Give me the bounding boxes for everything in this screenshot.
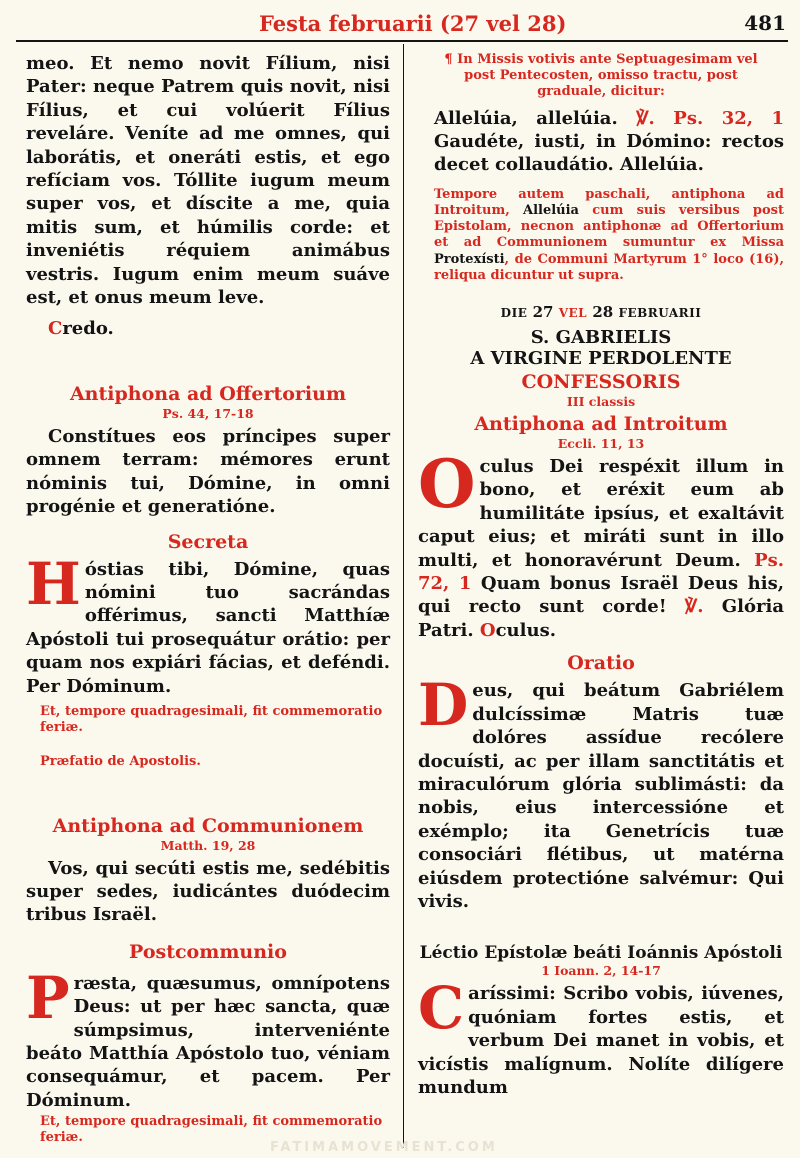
oratio-heading: Oratio (567, 652, 635, 675)
feast-day1: 27 (532, 303, 554, 322)
paschal-rubric (418, 187, 784, 284)
gospel-continuation: meo. Et nemo novit Fílium, nisi Pater: neque Patrem quis novit, nisi Fílius, et cui volúerit Fílius reveláre. Veníte ad me omnes, qui laborátis, et oneráti estis, et ego refíciam vos. Tóllite iugum meum super vos, et díscite a me, quia mitis sum, et húmilis corde: et inveniétis réquiem animábus vestris. Iugum enim meum suáve est, et onus meum leve. (26, 53, 390, 309)
introit-body: culus Dei respéxit illum in bono, et eréxit eum ab humilitáte ipsíus, et exaltávit caput eius; et miráti sunt in illo multi, et honoravérunt Deum. (418, 456, 784, 571)
alleluia-verse (418, 107, 784, 177)
paschal-protexisti: Protexísti (434, 251, 505, 267)
introit-dropcap: O (418, 445, 476, 524)
secreta-rubric: Et, tempore quadragesimali, fit commemoratio feriæ. (40, 703, 383, 736)
postcommunion-rubric: Et, tempore quadragesimali, fit commemoratio feriæ. (40, 1114, 383, 1146)
page-header (0, 0, 800, 40)
alleluia-text: Gaudéte, iusti, in Dómino: rectos decet collaudátio. Allelúia. (434, 131, 784, 176)
secreta-text (26, 549, 390, 698)
feast-day2: 28 (592, 303, 614, 322)
saint-name-line1: S. GABRIELIS (530, 327, 672, 349)
credo (26, 317, 390, 340)
oratio-body: eus, qui beátum Gabriélem dulcíssimæ Matris tuæ dolóres assídue recólere docuísti, ac per illam sanctitátis et miraculórum glória sublimásti: da nobis, eius intercessióne et exémplo; ita Genetrícis tuæ consociári flétibus, ut matérna eiúsdem protectióne salvémur: Qui vivis. (418, 680, 784, 912)
lectio-body: aríssimi: Scribo vobis, iúvenes, quóniam fortes estis, et verbum Dei manet in vobis, et vicístis malígnum. Nolíte dilígere mundum (418, 983, 784, 1098)
oratio-text (418, 671, 784, 913)
feast-vel: VEL (558, 306, 588, 321)
feast-month: FEBRUARII (618, 306, 702, 321)
saint-rank: CONFESSORIS (521, 371, 681, 394)
lectio-text (418, 974, 784, 1099)
column-divider (403, 44, 404, 1148)
saint-name-line2: A VIRGINE PERDOLENTE (470, 348, 732, 370)
introit-psalm-text: Quam bonus Israël Deus his, qui recto sunt corde! (418, 573, 784, 618)
oratio-dropcap: D (418, 671, 469, 740)
communion-heading: Antiphona ad Communionem (52, 814, 364, 837)
paschal-rubric-part3: , de Communi Martyrum 1° loco (16), reliqua dicuntur ut supra. (434, 251, 784, 283)
introit-psalm-ref: Ps. 72, 1 (418, 549, 784, 595)
introit-reference: Eccli. 11, 13 (557, 436, 645, 452)
secreta-body: óstias tibi, Dómine, quas nómini tuo sacrándas offérimus, sancti Matthíæ Apóstoli tui prosequátur orátio: per quam nos expiári fácias, et deféndi. Per Dóminum. (26, 558, 390, 697)
postcommunion-heading: Postcommunio (129, 940, 287, 963)
communion-reference: Matth. 19, 28 (160, 837, 256, 853)
preface-rubric: Præfatio de Apostolis. (40, 754, 201, 770)
versicle-sign: ℣. (684, 596, 704, 618)
page-number: 481 (744, 11, 786, 35)
lectio-title: Léctio Epístolæ beáti Ioánnis Apóstoli (419, 943, 783, 964)
introit-heading: Antiphona ad Introitum (474, 413, 728, 436)
alleluia-intro: Allelúia, allelúia. (434, 107, 618, 129)
alleluia-reference: ℣. Ps. 32, 1 (636, 107, 784, 129)
lectio-dropcap: C (418, 974, 465, 1043)
credo-text: redo. (62, 318, 114, 340)
feast-date (418, 302, 784, 323)
postcommunion-body: ræsta, quæsumus, omnípotens Deus: ut per hæc sancta, quæ súmpsimus, interveniénte beáto Matthía Apóstolo tuo, véniam consequámur, et pacem. Per Dóminum. (26, 972, 390, 1111)
credo-initial: C (48, 318, 63, 340)
introit-text (418, 445, 784, 642)
running-title: Festa februarii (27 vel 28) (259, 11, 567, 36)
votive-rubric: ¶ In Missis votivis ante Septuagesimam vel post Pentecosten, omisso tractu, post graduale, dicitur: (444, 52, 758, 100)
feast-class: III classis (566, 394, 636, 410)
postcommunion-text (26, 963, 390, 1112)
paschal-rubric-part1: Tempore autem paschali, antiphona ad Introitum, (434, 186, 784, 219)
introit-repeat-initial: O (479, 619, 496, 641)
offertory-reference: Ps. 44, 17-18 (162, 405, 254, 421)
paschal-rubric-part2: cum suis versibus post Epistolam, necnon antiphonæ ad Offertorium et ad Communionem sumuntur ex Missa (434, 203, 784, 251)
introit-repeat-text: culus. (495, 619, 556, 641)
right-column (418, 52, 784, 1099)
offertory-text: Constítues eos príncipes super omnem terram: mémores erunt nóminis tui, Dómine, in omni progénie et generatióne. (26, 425, 390, 518)
lectio-reference: 1 Ioann. 2, 14-17 (541, 963, 661, 979)
secreta-dropcap: H (26, 549, 81, 618)
watermark: FATIMAMOVEMENT.COM (270, 1140, 498, 1155)
header-rule (16, 40, 788, 42)
communion-text: Vos, qui secúti estis me, sedébitis super sedes, iudicántes duódecim tribus Israël. (26, 857, 390, 926)
left-column (26, 52, 390, 1147)
secreta-heading: Secreta (167, 530, 249, 553)
feast-die: DIE (500, 306, 528, 321)
postcommunion-dropcap: P (26, 963, 70, 1032)
paschal-alleluia: Allelúia (522, 203, 579, 219)
gloria-patri: Glória Patri. (418, 596, 784, 641)
offertory-heading: Antiphona ad Offertorium (69, 382, 347, 405)
